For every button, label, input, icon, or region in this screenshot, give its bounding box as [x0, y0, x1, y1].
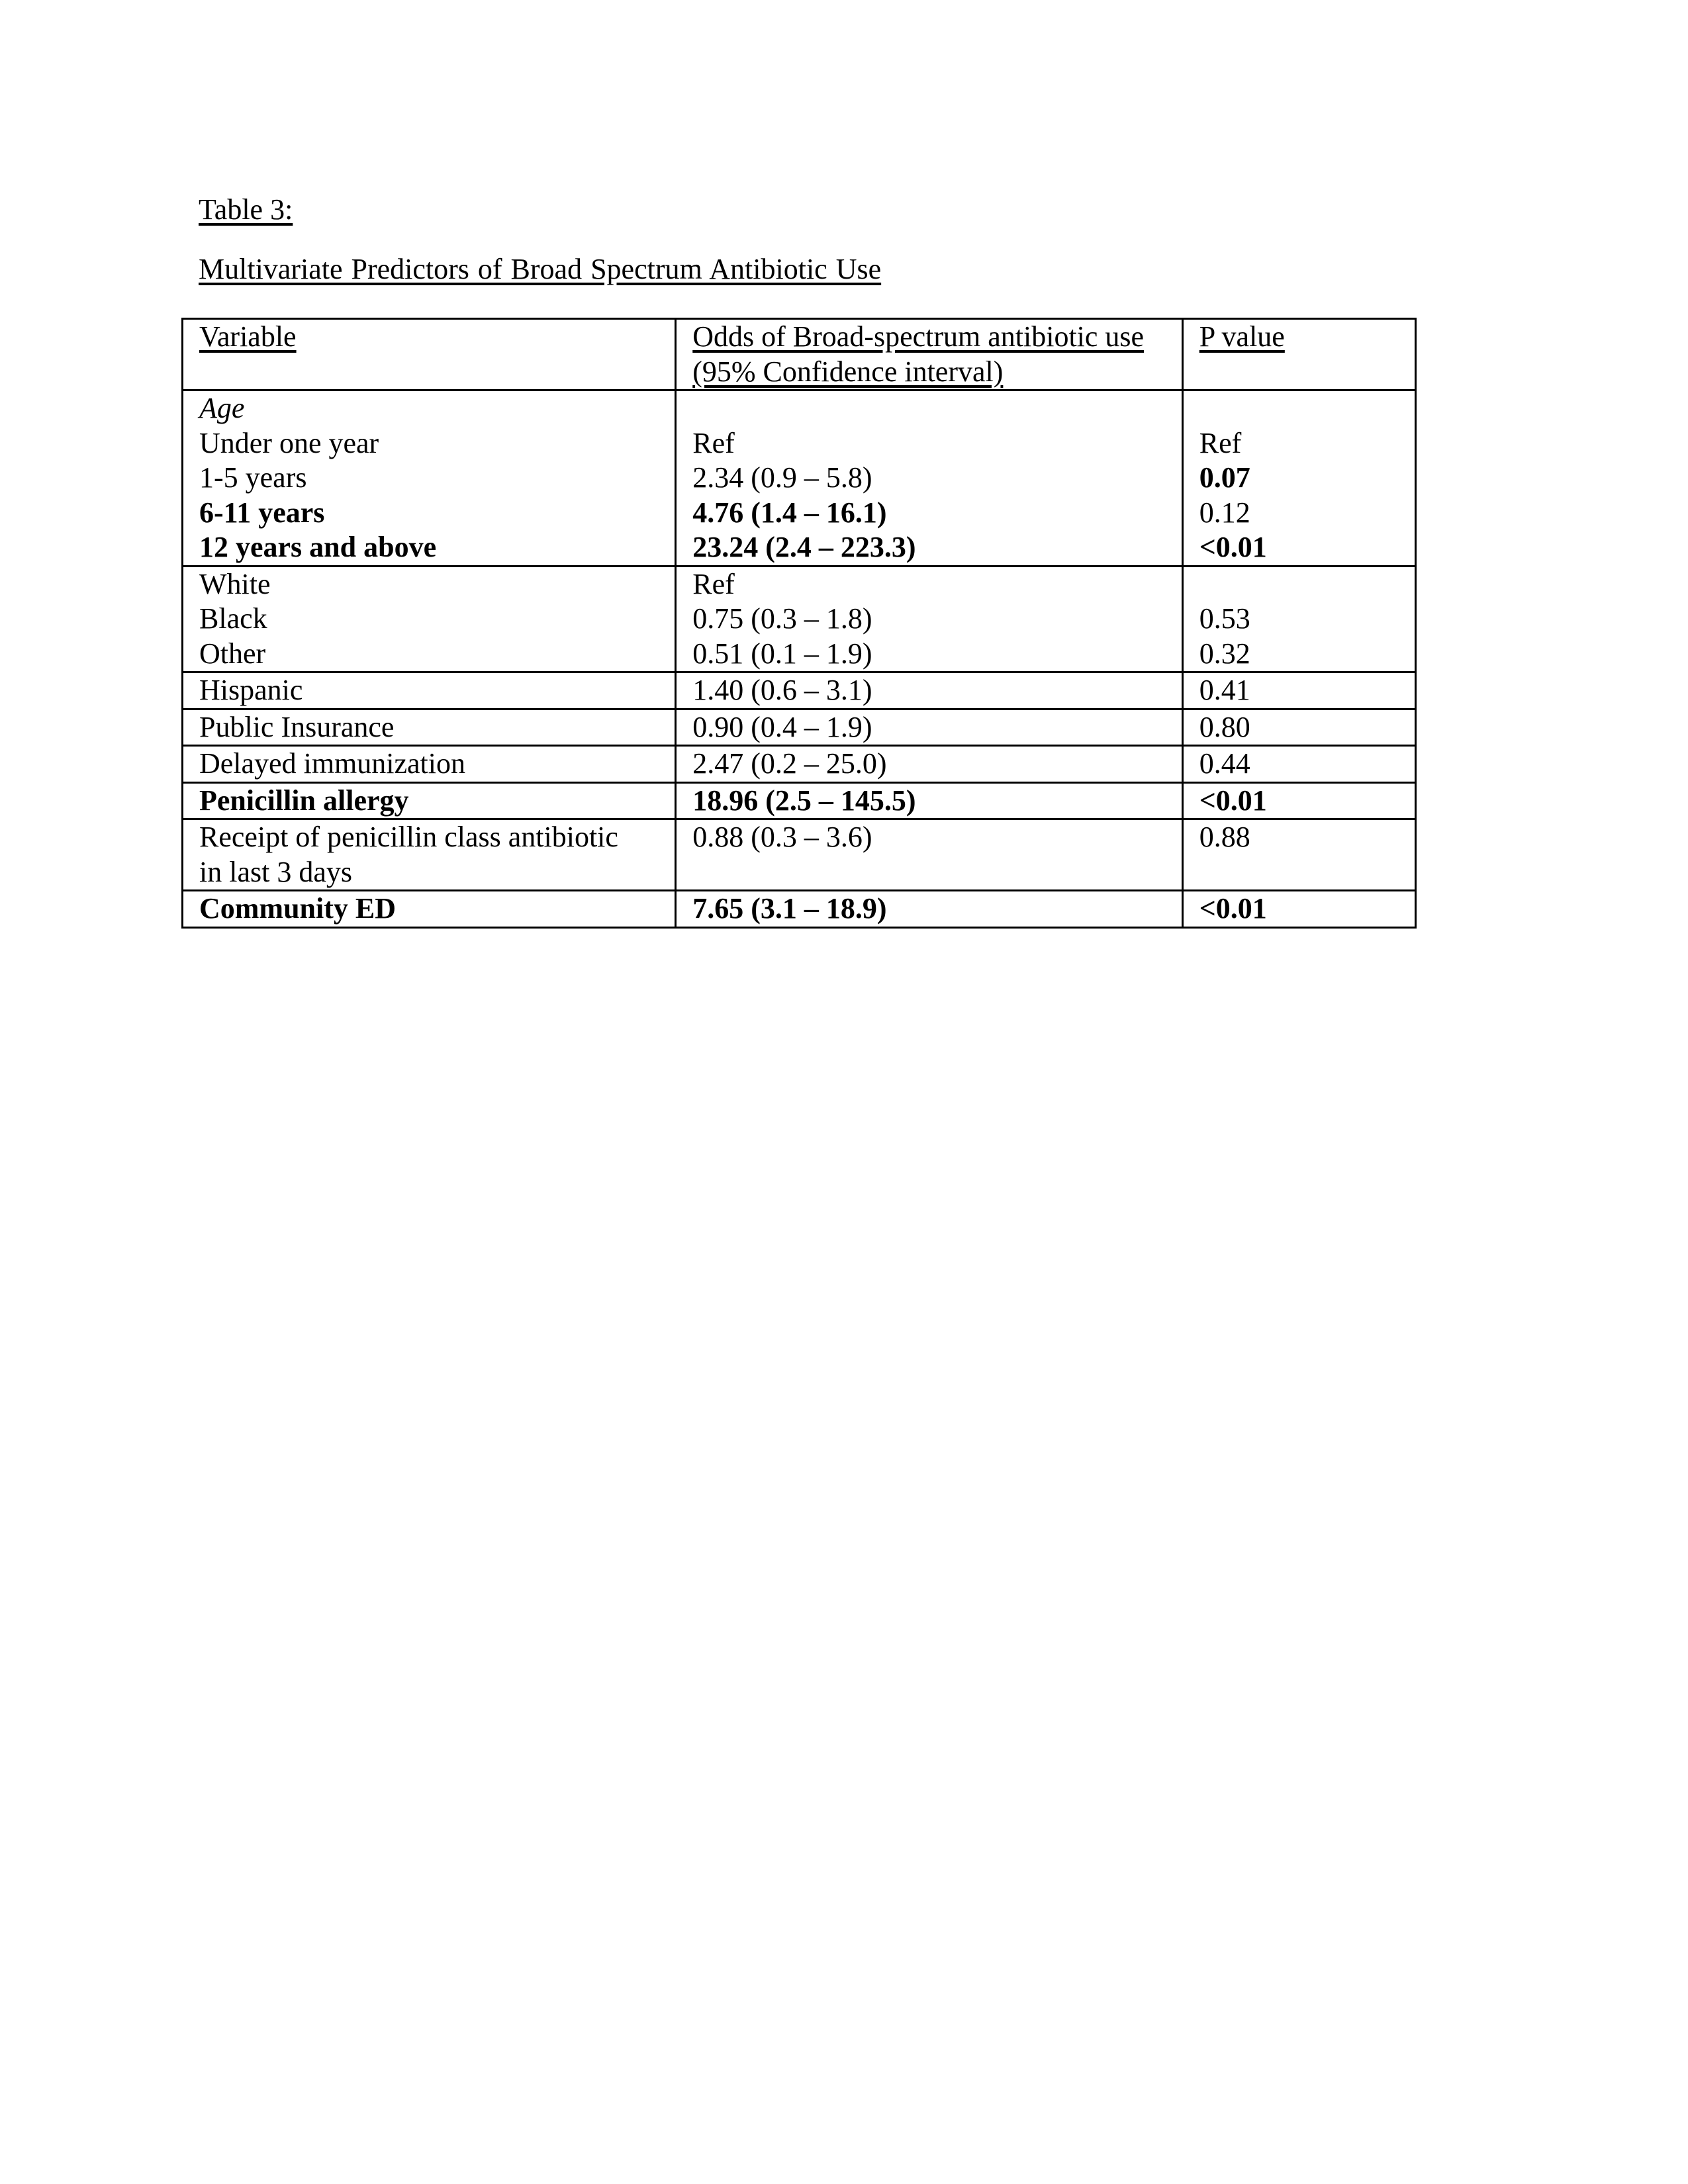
public-insurance-odds: 0.90 (0.4 – 1.9) — [692, 710, 872, 743]
community-ed-odds: 7.65 (3.1 – 18.9) — [692, 892, 887, 925]
hispanic-p-cell — [1182, 672, 1415, 709]
header-odds-line1: Odds of Broad-spectrum antibiotic use — [692, 320, 1145, 353]
age-under-one-label: Under one year — [199, 426, 379, 459]
race-white-label: White — [199, 567, 271, 600]
race-white-p — [1199, 567, 1415, 602]
age-group-label: Age — [199, 392, 245, 424]
delayed-immunization-odds: 2.47 (0.2 – 25.0) — [692, 747, 887, 780]
table-title: Multivariate Predictors of Broad Spectrum Antibiotic Use — [199, 253, 882, 285]
race-p-cell — [1182, 566, 1415, 672]
age-12-above-p: <0.01 — [1199, 531, 1267, 563]
public-insurance-p-cell — [1182, 709, 1415, 746]
community-ed-label: Community ED — [199, 892, 397, 925]
age-12-above-label: 12 years and above — [199, 531, 437, 563]
race-other-label: Other — [199, 637, 266, 670]
receipt-penicillin-p-cell — [1182, 819, 1415, 891]
table-row-race — [183, 566, 1416, 672]
header-pvalue: P value — [1199, 320, 1285, 353]
age-12-above-odds: 23.24 (2.4 – 223.3) — [692, 531, 916, 563]
header-pvalue-cell — [1182, 319, 1415, 390]
community-ed-odds-cell — [676, 891, 1182, 928]
age-variable-cell — [183, 390, 676, 567]
age-1-5-label: 1-5 years — [199, 461, 307, 494]
race-variable-cell — [183, 566, 676, 672]
table-header-row — [183, 319, 1416, 390]
table-row-penicillin-allergy — [183, 782, 1416, 819]
receipt-penicillin-variable-cell — [183, 819, 676, 891]
table-row-delayed-immunization — [183, 746, 1416, 783]
public-insurance-variable-cell — [183, 709, 676, 746]
penicillin-allergy-label: Penicillin allergy — [199, 784, 409, 817]
penicillin-allergy-odds: 18.96 (2.5 – 145.5) — [692, 784, 916, 817]
age-6-11-label: 6-11 years — [199, 496, 325, 529]
delayed-immunization-odds-cell — [676, 746, 1182, 783]
public-insurance-label: Public Insurance — [199, 710, 395, 743]
table-row-public-insurance — [183, 709, 1416, 746]
race-odds-cell — [676, 566, 1182, 672]
header-odds-line2: (95% Confidence interval) — [692, 355, 1004, 388]
table-row-hispanic — [183, 672, 1416, 709]
receipt-penicillin-p: 0.88 — [1199, 821, 1250, 853]
race-black-p: 0.53 — [1199, 602, 1250, 635]
age-p-cell — [1182, 390, 1415, 567]
age-1-5-odds: 2.34 (0.9 – 5.8) — [692, 461, 872, 494]
age-odds-cell — [676, 390, 1182, 567]
delayed-immunization-p: 0.44 — [1199, 747, 1250, 780]
table-row-receipt-penicillin — [183, 819, 1416, 891]
penicillin-allergy-odds-cell — [676, 782, 1182, 819]
age-6-11-odds: 4.76 (1.4 – 16.1) — [692, 496, 887, 529]
penicillin-allergy-p-cell — [1182, 782, 1415, 819]
header-variable-cell — [183, 319, 676, 390]
table-row-community-ed — [183, 891, 1416, 928]
age-odds-spacer — [692, 391, 1181, 426]
penicillin-allergy-p: <0.01 — [1199, 784, 1267, 817]
age-p-spacer — [1199, 391, 1415, 426]
receipt-penicillin-label-line1: Receipt of penicillin class antibiotic — [199, 821, 618, 853]
header-odds-cell — [676, 319, 1182, 390]
age-under-one-p: Ref — [1199, 426, 1242, 459]
public-insurance-p: 0.80 — [1199, 710, 1250, 743]
delayed-immunization-p-cell — [1182, 746, 1415, 783]
age-6-11-p: 0.12 — [1199, 496, 1250, 529]
header-variable: Variable — [199, 320, 297, 353]
hispanic-odds: 1.40 (0.6 – 3.1) — [692, 674, 872, 706]
race-other-odds: 0.51 (0.1 – 1.9) — [692, 637, 872, 670]
hispanic-variable-cell — [183, 672, 676, 709]
community-ed-p-cell — [1182, 891, 1415, 928]
results-table — [181, 318, 1417, 929]
hispanic-p: 0.41 — [1199, 674, 1250, 706]
penicillin-allergy-variable-cell — [183, 782, 676, 819]
race-black-odds: 0.75 (0.3 – 1.8) — [692, 602, 872, 635]
public-insurance-odds-cell — [676, 709, 1182, 746]
receipt-penicillin-odds: 0.88 (0.3 – 3.6) — [692, 821, 872, 853]
race-black-label: Black — [199, 602, 267, 635]
hispanic-odds-cell — [676, 672, 1182, 709]
receipt-penicillin-odds-cell — [676, 819, 1182, 891]
race-white-odds: Ref — [692, 567, 735, 600]
race-other-p: 0.32 — [1199, 637, 1250, 670]
table-row-age — [183, 390, 1416, 567]
table-number: Table 3: — [199, 193, 293, 226]
community-ed-p: <0.01 — [1199, 892, 1267, 925]
age-1-5-p: 0.07 — [1199, 461, 1250, 494]
delayed-immunization-label: Delayed immunization — [199, 747, 465, 780]
receipt-penicillin-label-line2: in last 3 days — [199, 855, 352, 888]
delayed-immunization-variable-cell — [183, 746, 676, 783]
community-ed-variable-cell — [183, 891, 676, 928]
hispanic-label: Hispanic — [199, 674, 303, 706]
age-under-one-odds: Ref — [692, 426, 735, 459]
